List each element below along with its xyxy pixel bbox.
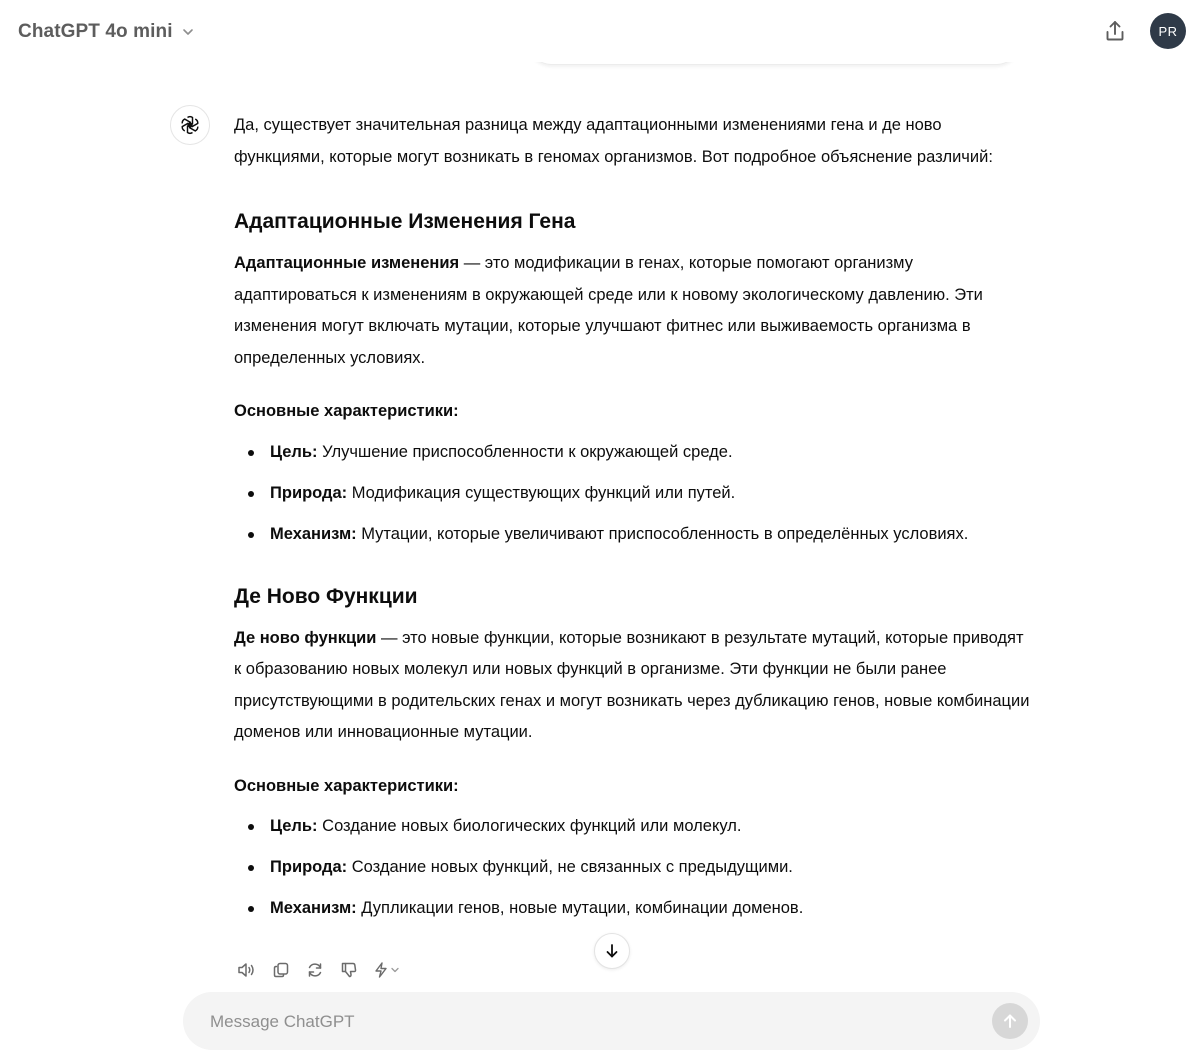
message-intro: Да, существует значительная разница между адаптационными изменениями гена и де ново функциями, которые могут возникать в геномах организмов. Вот подробное объяснение различий: xyxy=(234,116,993,166)
copy-button[interactable] xyxy=(268,958,294,982)
list-item xyxy=(234,893,1034,924)
section-term: Адаптационные изменения xyxy=(234,254,460,272)
switch-model-button[interactable] xyxy=(370,958,404,982)
model-selector[interactable] xyxy=(8,12,205,52)
bullet-list xyxy=(234,811,1034,924)
assistant-message xyxy=(234,110,1034,934)
list-item-label: Цель: xyxy=(270,442,318,461)
section-subheading: Основные характеристики: xyxy=(234,776,459,795)
send-button[interactable] xyxy=(992,1003,1028,1039)
list-item xyxy=(234,437,1034,468)
speaker-icon xyxy=(236,961,258,979)
section-definition: — это модификации в генах, которые помогают организму адаптироваться к изменениям в окружающей среде или к новому экологическому давлению. Эти изменения могут включать мутации, которые улучшают фитнес или выживаемость организма в определенных условиях. xyxy=(234,254,983,367)
list-item-text: Мутации, которые увеличивают приспособленность в определённых условиях. xyxy=(356,524,969,543)
list-item xyxy=(234,478,1034,509)
list-item-label: Механизм: xyxy=(270,524,357,543)
list-item-text: Улучшение приспособленности к окружающей среде. xyxy=(317,442,733,461)
scroll-to-bottom-button[interactable] xyxy=(594,933,630,969)
list-item-label: Природа: xyxy=(270,483,348,502)
list-item xyxy=(234,852,1034,883)
message-composer xyxy=(183,992,1040,1050)
thumbs-down-icon xyxy=(340,961,358,979)
assistant-avatar xyxy=(170,105,210,145)
section-paragraph xyxy=(234,248,1034,374)
regenerate-button[interactable] xyxy=(302,958,328,982)
list-item-text: Создание новых биологических функций или молекул. xyxy=(317,817,742,835)
openai-logo-icon xyxy=(178,113,202,137)
share-button[interactable] xyxy=(1098,14,1132,48)
dislike-button[interactable] xyxy=(336,958,362,982)
message-input[interactable] xyxy=(208,992,972,1052)
list-item xyxy=(234,811,1034,842)
section-subheading: Основные характеристики: xyxy=(234,402,459,420)
list-item-label: Природа: xyxy=(270,858,348,876)
chevron-down-icon xyxy=(181,25,195,39)
bullet-list xyxy=(234,437,1034,550)
section-paragraph xyxy=(234,623,1034,749)
sparkle-icon xyxy=(372,961,402,979)
list-item-text: Дупликации генов, новые мутации, комбинации доменов. xyxy=(356,899,804,917)
section-term: Де ново функции xyxy=(234,628,377,647)
arrow-up-icon xyxy=(1001,1012,1019,1030)
top-bar xyxy=(0,0,1200,62)
user-avatar[interactable]: PR xyxy=(1150,13,1186,49)
list-item xyxy=(234,519,1034,550)
section-heading: Адаптационные Изменения Гена xyxy=(234,210,576,233)
list-item-text: Модификация существующих функций или путей. xyxy=(347,483,736,502)
list-item-label: Цель: xyxy=(270,817,318,835)
regenerate-icon xyxy=(306,961,324,979)
section-definition: — это новые функции, которые возникают в результате мутаций, которые приводят к образованию новых молекул или новых функций в организме. Эти функции не были ранее присутствующими в родительских генах и могут возникать через дубликацию генов, новые комбинации доменов или инновационные мутации. xyxy=(234,628,1030,741)
message-actions xyxy=(234,958,404,982)
arrow-down-icon xyxy=(603,942,621,960)
copy-icon xyxy=(272,961,290,979)
section-heading: Де Ново Функции xyxy=(234,584,418,608)
list-item-label: Механизм: xyxy=(270,899,357,917)
list-item-text: Создание новых функций, не связанных с предыдущими. xyxy=(347,858,793,876)
read-aloud-button[interactable] xyxy=(234,958,260,982)
share-icon xyxy=(1103,19,1127,43)
model-name: ChatGPT 4o mini xyxy=(18,21,173,42)
